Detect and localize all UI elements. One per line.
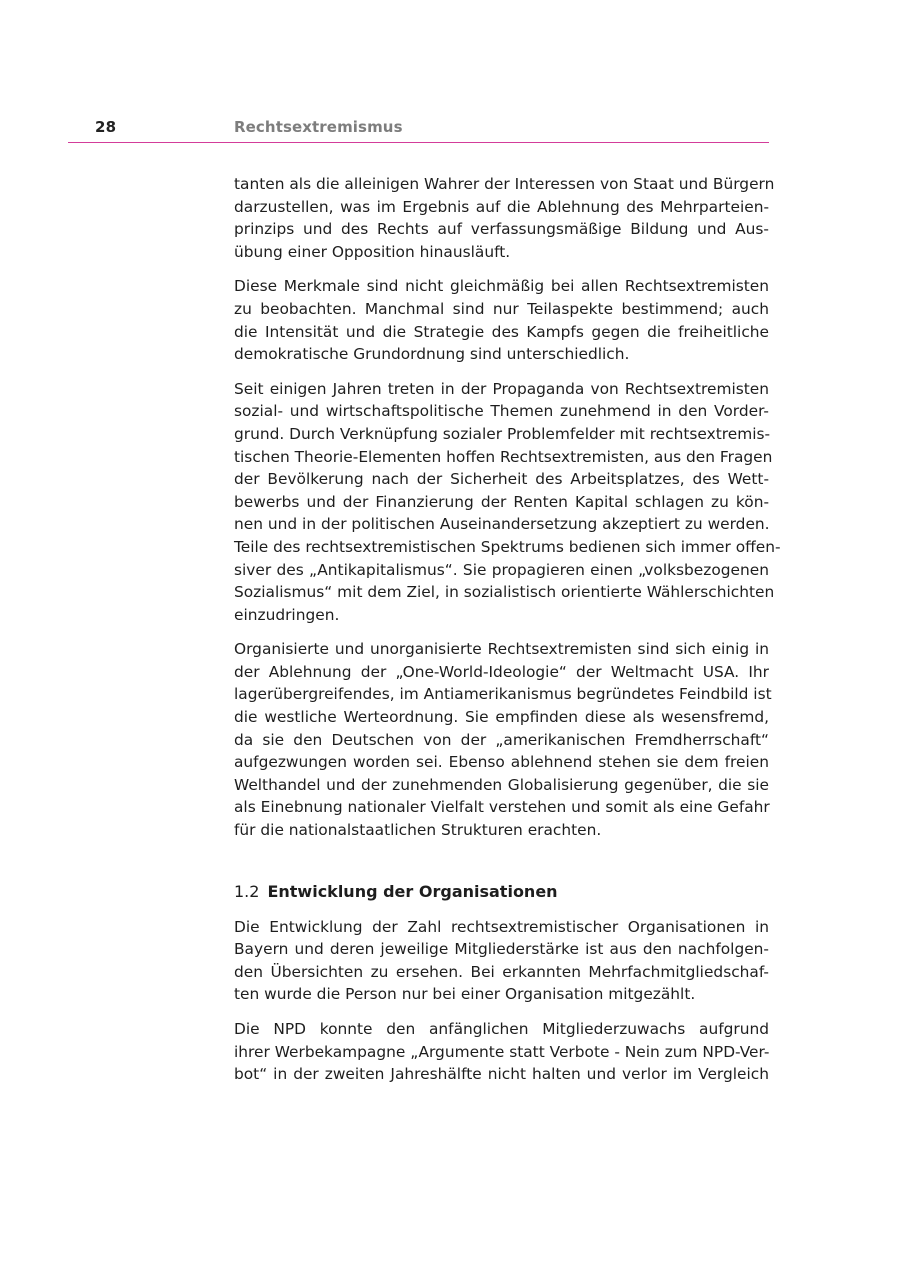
paragraph (234, 1018, 769, 1086)
page-number: 28 (95, 118, 117, 136)
text-line: prinzips und des Rechts auf verfassungsmäßige Bildung und Aus- (234, 220, 769, 239)
text-line: Die Entwicklung der Zahl rechtsextremistischer Organisationen in (234, 917, 769, 936)
paragraph (234, 275, 769, 365)
text-line: Organisierte und unorganisierte Rechtsextremisten sind sich einig in (234, 640, 769, 659)
paragraph (234, 173, 775, 263)
paragraph (234, 638, 772, 841)
text-line: der Bevölkerung nach der Sicherheit des Arbeitsplatzes, des Wett- (234, 470, 769, 489)
text-line: Sozialismus“ mit dem Ziel, in sozialistisch orientierte Wählerschichten (234, 583, 775, 602)
text-line: Teile des rechtsextremistischen Spektrums bedienen sich immer offen- (234, 537, 781, 556)
text-line: für die nationalstaatlichen Strukturen erachten. (234, 821, 602, 840)
paragraphs-after-section (234, 916, 769, 1086)
text-line: tischen Theorie-Elementen hoffen Rechtsextremisten, aus den Fragen (234, 447, 773, 466)
text-line: die Intensität und die Strategie des Kampfs gegen die freiheitliche (234, 322, 769, 341)
text-line: die westliche Werteordnung. Sie empfinden diese als wesensfremd, (234, 708, 769, 727)
text-line: sozial- und wirtschaftspolitische Themen zunehmend in den Vorder- (234, 402, 769, 421)
text-line: grund. Durch Verknüpfung sozialer Problemfelder mit rechtsextremis- (234, 424, 771, 443)
text-line: Die NPD konnte den anfänglichen Mitgliederzuwachs aufgrund (234, 1020, 769, 1038)
section-heading (234, 880, 769, 904)
text-line: darzustellen, was im Ergebnis auf die Ablehnung des Mehrparteien- (234, 197, 769, 216)
text-line: nen und in der politischen Auseinandersetzung akzeptiert zu werden. (234, 515, 770, 534)
text-line: lagerübergreifendes, im Antiamerikanismus begründetes Feindbild ist (234, 685, 772, 704)
text-line: ten wurde die Person nur bei einer Organisation mitgezählt. (234, 985, 696, 1004)
text-line: Welthandel und der zunehmenden Globalisierung gegenüber, die sie (234, 775, 769, 794)
text-line: Seit einigen Jahren treten in der Propaganda von Rechtsextremisten (234, 379, 769, 398)
text-line: Bayern und deren jeweilige Mitgliederstärke ist aus den nachfolgen- (234, 940, 769, 959)
text-line: tanten als die alleinigen Wahrer der Interessen von Staat und Bürgern (234, 175, 775, 193)
paragraphs-before-section (234, 173, 781, 842)
paragraph (234, 378, 781, 627)
text-line: demokratische Grundordnung sind unterschiedlich. (234, 345, 630, 364)
text-line: bewerbs und der Finanzierung der Renten Kapital schlagen zu kön- (234, 492, 769, 511)
text-line: aufgezwungen worden sei. Ebenso ablehnend stehen sie dem freien (234, 753, 769, 772)
text-line: als Einebnung nationaler Vielfalt verstehen und somit als eine Gefahr (234, 798, 770, 817)
section-title: Entwicklung der Organisationen (267, 881, 558, 901)
paragraph (234, 916, 769, 1006)
text-line: zu beobachten. Manchmal sind nur Teilaspekte bestimmend; auch (234, 299, 769, 318)
page-header (68, 116, 769, 143)
text-line: da sie den Deutschen von der „amerikanischen Fremdherrschaft“ (234, 730, 769, 749)
running-title: Rechtsextremismus (234, 118, 403, 136)
text-line: übung einer Opposition hinausläuft. (234, 242, 511, 261)
text-line: siver des „Antikapitalismus“. Sie propagieren einen „volksbezogenen (234, 560, 769, 579)
text-line: ihrer Werbekampagne „Argumente statt Verbote - Nein zum NPD-Ver- (234, 1042, 770, 1061)
text-line: der Ablehnung der „One-World-Ideologie“ der Weltmacht USA. Ihr (234, 662, 769, 681)
text-line: Diese Merkmale sind nicht gleichmäßig bei allen Rechtsextremisten (234, 277, 769, 296)
text-line: den Übersichten zu ersehen. Bei erkannten Mehrfachmitgliedschaf- (234, 962, 769, 981)
body-text (234, 173, 781, 1098)
section-number: 1.2 (234, 881, 260, 901)
text-line: einzudringen. (234, 605, 340, 624)
text-line: bot“ in der zweiten Jahreshälfte nicht halten und verlor im Vergleich (234, 1065, 769, 1084)
